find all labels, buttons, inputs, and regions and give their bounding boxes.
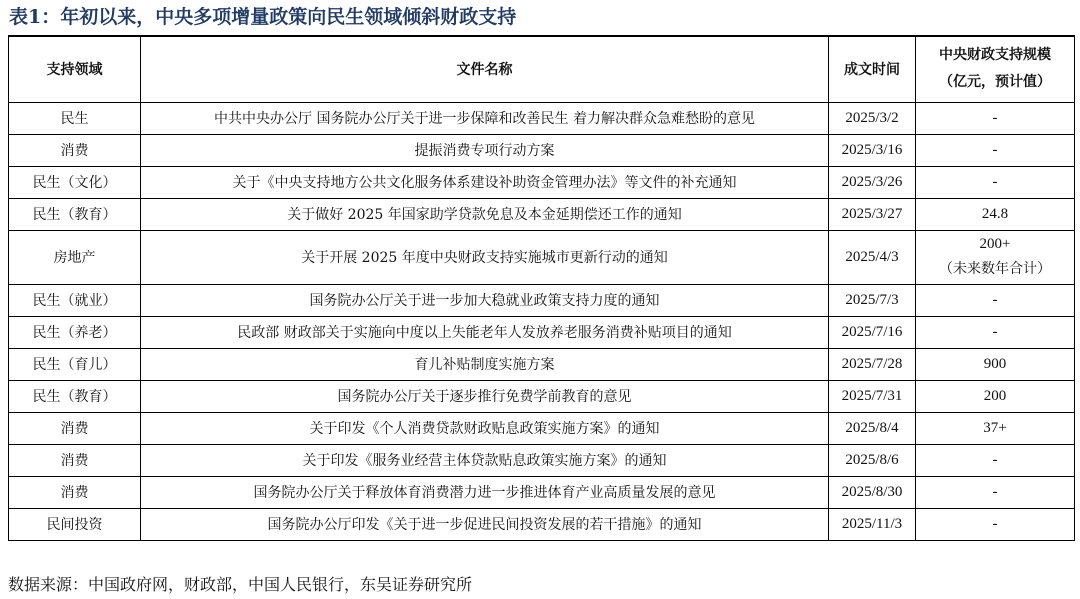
table-row (9, 284, 1075, 316)
cell-date: 2025/3/27 (829, 198, 916, 230)
cell-amount: 200 (916, 380, 1075, 412)
cell-date: 2025/7/31 (829, 380, 916, 412)
cell-field: 民生（就业） (9, 284, 141, 316)
cell-field: 民生（文化） (9, 166, 141, 198)
cell-amount: - (916, 476, 1075, 508)
table-title: 表1：年初以来，中央多项增量政策向民生领域倾斜财政支持 (9, 6, 517, 28)
cell-field: 民生（育儿） (9, 348, 141, 380)
cell-name: 民政部 财政部关于实施向中度以上失能老年人发放养老服务消费补贴项目的通知 (141, 316, 829, 348)
cell-date: 2025/7/16 (829, 316, 916, 348)
cell-field: 房地产 (9, 230, 141, 284)
cell-name: 关于做好 2025 年国家助学贷款免息及本金延期偿还工作的通知 (141, 198, 829, 230)
table-row (9, 230, 1075, 284)
cell-name: 国务院办公厅印发《关于进一步促进民间投资发展的若干措施》的通知 (141, 508, 829, 540)
cell-amount: - (916, 166, 1075, 198)
table-header-row (9, 36, 1075, 102)
cell-amount: - (916, 284, 1075, 316)
cell-name: 国务院办公厅关于进一步加大稳就业政策支持力度的通知 (141, 284, 829, 316)
cell-date: 2025/7/28 (829, 348, 916, 380)
cell-date: 2025/11/3 (829, 508, 916, 540)
table-row (9, 198, 1075, 230)
cell-name: 国务院办公厅关于逐步推行免费学前教育的意见 (141, 380, 829, 412)
cell-amount: 24.8 (916, 198, 1075, 230)
header-date: 成文时间 (829, 36, 916, 102)
cell-date: 2025/7/3 (829, 284, 916, 316)
policy-table (8, 35, 1075, 541)
cell-amount-note: （未来数年合计） (939, 261, 1051, 277)
cell-amount: - (916, 102, 1075, 134)
cell-name: 关于开展 2025 年度中央财政支持实施城市更新行动的通知 (141, 230, 829, 284)
table-row (9, 348, 1075, 380)
cell-field: 消费 (9, 444, 141, 476)
cell-date: 2025/3/26 (829, 166, 916, 198)
cell-field: 消费 (9, 476, 141, 508)
cell-amount: - (916, 508, 1075, 540)
header-amount-line1: 中央财政支持规模 (939, 47, 1051, 64)
cell-field: 民生（教育） (9, 198, 141, 230)
cell-name: 育儿补贴制度实施方案 (141, 348, 829, 380)
cell-date: 2025/8/4 (829, 412, 916, 444)
table-row (9, 166, 1075, 198)
header-amount (916, 36, 1075, 102)
cell-field: 民间投资 (9, 508, 141, 540)
cell-amount: - (916, 316, 1075, 348)
cell-field: 消费 (9, 134, 141, 166)
cell-amount: 900 (916, 348, 1075, 380)
cell-name: 关于印发《个人消费贷款财政贴息政策实施方案》的通知 (141, 412, 829, 444)
cell-name: 国务院办公厅关于释放体育消费潜力进一步推进体育产业高质量发展的意见 (141, 476, 829, 508)
cell-field: 民生 (9, 102, 141, 134)
header-amount-line2: （亿元，预计值） (939, 74, 1051, 91)
cell-date: 2025/4/3 (829, 230, 916, 284)
table-row (9, 316, 1075, 348)
cell-amount: - (916, 444, 1075, 476)
cell-amount: - (916, 134, 1075, 166)
cell-name: 提振消费专项行动方案 (141, 134, 829, 166)
cell-field: 民生（教育） (9, 380, 141, 412)
cell-amount (916, 230, 1075, 284)
table-row (9, 412, 1075, 444)
table-row (9, 380, 1075, 412)
cell-amount: 37+ (916, 412, 1075, 444)
source-note: 数据来源：中国政府网，财政部，中国人民银行，东吴证券研究所 (8, 575, 473, 594)
cell-field: 民生（养老） (9, 316, 141, 348)
cell-name: 关于《中央支持地方公共文化服务体系建设补助资金管理办法》等文件的补充通知 (141, 166, 829, 198)
cell-date: 2025/8/30 (829, 476, 916, 508)
table-row (9, 444, 1075, 476)
table-row (9, 134, 1075, 166)
cell-name: 中共中央办公厅 国务院办公厅关于进一步保障和改善民生 着力解决群众急难愁盼的意见 (141, 102, 829, 134)
cell-amount-value: 200+ (979, 236, 1011, 252)
table-row (9, 508, 1075, 540)
cell-field: 消费 (9, 412, 141, 444)
cell-name: 关于印发《服务业经营主体贷款贴息政策实施方案》的通知 (141, 444, 829, 476)
table-row (9, 102, 1075, 134)
table-row (9, 476, 1075, 508)
header-field: 支持领域 (9, 36, 141, 102)
cell-date: 2025/8/6 (829, 444, 916, 476)
cell-date: 2025/3/16 (829, 134, 916, 166)
header-name: 文件名称 (141, 36, 829, 102)
cell-date: 2025/3/2 (829, 102, 916, 134)
